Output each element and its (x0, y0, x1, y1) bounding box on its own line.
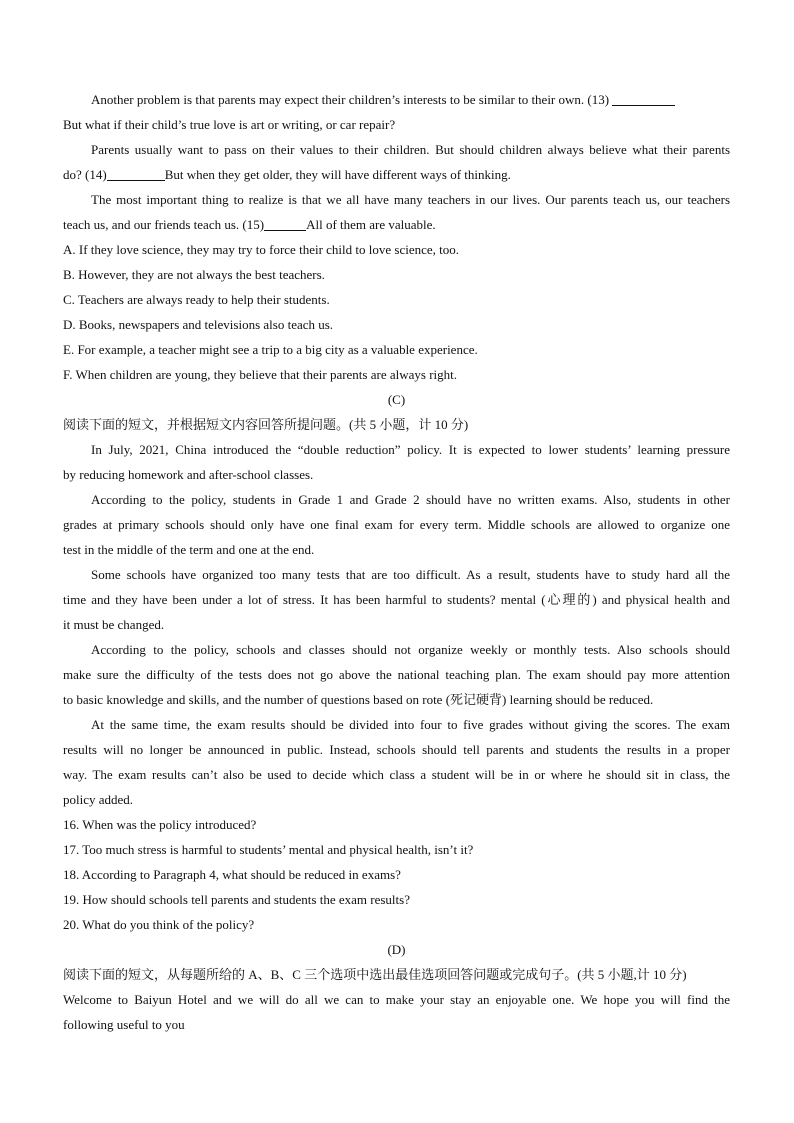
option-a: A. If they love science, they may try to force their child to love science, too. (63, 242, 459, 257)
passage-c-line: to basic knowledge and skills, and the number of questions based on rote (死记硬背) learning should be reduced. (63, 692, 654, 707)
section-c-instruction: 阅读下面的短文，并根据短文内容回答所提问题。(共 5 小题，计 10 分) (63, 417, 469, 432)
passage-d-line: Welcome to Baiyun Hotel and we will do all we can to make your stay an enjoyable one. We hope you will find the (63, 992, 730, 1007)
question-19: 19. How should schools tell parents and students the exam results? (63, 892, 410, 907)
passage-c-line: Some schools have organized too many tests that are too difficult. As a result, students have to study hard all the (91, 567, 730, 582)
question-17: 17. Too much stress is harmful to students’ mental and physical health, isn’t it? (63, 842, 474, 857)
section-c-heading: (C) (387, 392, 406, 407)
option-e: E. For example, a teacher might see a trip to a big city as a valuable experience. (63, 342, 478, 357)
passage-c-line: time and they have been under a lot of stress. It has been harmful to students? mental (心理的) and physical health and (63, 592, 730, 607)
option-c: C. Teachers are always ready to help their students. (63, 292, 330, 307)
passage-text: All of them are valuable. (306, 217, 436, 232)
passage-d-line: following useful to you (63, 1017, 185, 1032)
option-f: F. When children are young, they believe that their parents are always right. (63, 367, 457, 382)
passage-b-p2-line1: Parents usually want to pass on their values to their children. But should children always believe what their parents (91, 142, 730, 157)
option-d: D. Books, newspapers and televisions also teach us. (63, 317, 334, 332)
passage-text: But when they get older, they will have different ways of thinking. (164, 167, 511, 182)
section-d-instruction: 阅读下面的短文，从每题所给的 A、B、C 三个选项中选出最佳选项回答问题或完成句子。(共 5 小题,计 10 分) (63, 967, 687, 982)
document-page (63, 87, 730, 1037)
passage-c-line: policy added. (63, 792, 134, 807)
answer-blank-13[interactable] (612, 91, 675, 106)
passage-c-line: it must be changed. (63, 617, 165, 632)
question-18: 18. According to Paragraph 4, what should be reduced in exams? (63, 867, 401, 882)
passage-c-line: way. The exam results can’t also be used to decide which class a student will be in or where he should sit in class, the (63, 767, 730, 782)
question-20: 20. What do you think of the policy? (63, 917, 255, 932)
passage-c-line: According to the policy, students in Grade 1 and Grade 2 should have no written exams. Also, students in other (91, 492, 730, 507)
passage-text: do? (14) (63, 167, 107, 182)
option-b: B. However, they are not always the best teachers. (63, 267, 325, 282)
passage-c-line: According to the policy, schools and classes should not organize weekly or monthly tests. Also schools should (91, 642, 730, 657)
passage-b-p3-line2 (63, 212, 730, 237)
passage-c-line: make sure the difficulty of the tests does not go above the national teaching plan. The exam should pay more attention (63, 667, 730, 682)
passage-c-line: grades at primary schools should only have one final exam for every term. Middle schools are allowed to organize one (63, 517, 730, 532)
passage-c-line: results will no longer be announced in public. Instead, schools should tell parents and students the results in a proper (63, 742, 730, 757)
answer-blank-15[interactable] (264, 216, 306, 231)
passage-b-p1-line1 (63, 87, 730, 112)
passage-b-p2-line2 (63, 162, 730, 187)
passage-c-line: In July, 2021, China introduced the “double reduction” policy. It is expected to lower students’ learning pressure (91, 442, 730, 457)
passage-b-p1-line2: But what if their child’s true love is art or writing, or car repair? (63, 117, 396, 132)
passage-c-line: by reducing homework and after-school classes. (63, 467, 314, 482)
section-d-heading: (D) (387, 942, 406, 957)
passage-text: Another problem is that parents may expect their children’s interests to be similar to their own. (13) (91, 92, 610, 107)
question-16: 16. When was the policy introduced? (63, 817, 257, 832)
passage-text: teach us, and our friends teach us. (15) (63, 217, 265, 232)
answer-blank-14[interactable] (107, 166, 165, 181)
passage-b-p3-line1: The most important thing to realize is that we all have many teachers in our lives. Our parents teach us, our teachers (91, 192, 730, 207)
passage-c-line: At the same time, the exam results should be divided into four to five grades without giving the scores. The exam (91, 717, 730, 732)
passage-c-line: test in the middle of the term and one at the end. (63, 542, 315, 557)
